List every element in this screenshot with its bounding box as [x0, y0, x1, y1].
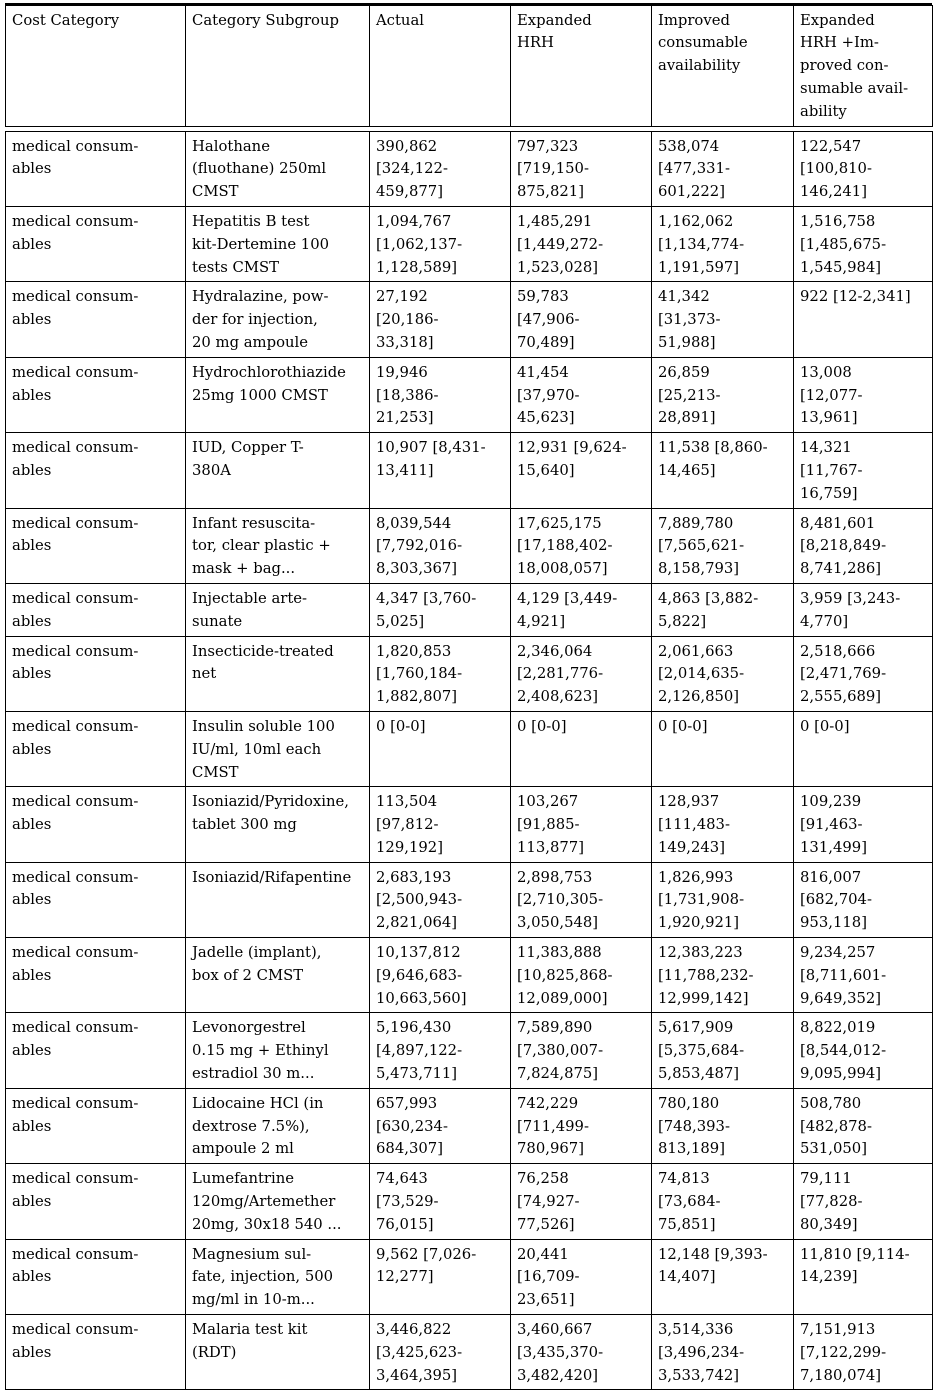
improved-availability-cell: 3,514,336 [3,496,234- 3,533,742]: [652, 1315, 794, 1390]
category-subgroup-cell: Magnesium sul- fate, injection, 500 mg/ml in 10-m...: [186, 1239, 370, 1314]
improved-availability-cell: 1,162,062 [1,134,774- 1,191,597]: [652, 206, 794, 281]
header-expanded-hrh-improved-availability: Expanded HRH +Im- proved con- sumable avail- ability: [794, 5, 933, 126]
category-subgroup-cell: Hydrochlorothiazide 25mg 1000 CMST: [186, 357, 370, 432]
table-row: [6, 1315, 933, 1390]
category-subgroup-cell: Lumefantrine 120mg/Artemether 20mg, 30x18 540 ...: [186, 1164, 370, 1239]
expanded-hrh-improved-cell: 8,481,601 [8,218,849- 8,741,286]: [794, 508, 933, 583]
improved-availability-cell: 12,383,223 [11,788,232- 12,999,142]: [652, 938, 794, 1013]
actual-cell: 5,196,430 [4,897,122- 5,473,711]: [370, 1013, 511, 1088]
expanded-hrh-cell: 59,783 [47,906- 70,489]: [511, 282, 652, 357]
expanded-hrh-improved-cell: 7,151,913 [7,122,299- 7,180,074]: [794, 1315, 933, 1390]
header-expanded-hrh: Expanded HRH: [511, 5, 652, 126]
table-row: [6, 787, 933, 862]
expanded-hrh-cell: 11,383,888 [10,825,868- 12,089,000]: [511, 938, 652, 1013]
actual-cell: 19,946 [18,386- 21,253]: [370, 357, 511, 432]
improved-availability-cell: 128,937 [111,483- 149,243]: [652, 787, 794, 862]
cost-category-cell: medical consum- ables: [6, 1315, 186, 1390]
table-row: [6, 1088, 933, 1163]
cost-category-cell: medical consum- ables: [6, 206, 186, 281]
header-cost-category: Cost Category: [6, 5, 186, 126]
table-header: [6, 5, 933, 131]
improved-availability-cell: 12,148 [9,393- 14,407]: [652, 1239, 794, 1314]
cost-category-cell: medical consum- ables: [6, 711, 186, 786]
category-subgroup-cell: Halothane (fluothane) 250ml CMST: [186, 131, 370, 206]
expanded-hrh-improved-cell: 122,547 [100,810- 146,241]: [794, 131, 933, 206]
table-row: [6, 636, 933, 711]
table-row: [6, 1239, 933, 1314]
actual-cell: 390,862 [324,122- 459,877]: [370, 131, 511, 206]
expanded-hrh-cell: 103,267 [91,885- 113,877]: [511, 787, 652, 862]
cost-category-cell: medical consum- ables: [6, 636, 186, 711]
improved-availability-cell: 26,859 [25,213- 28,891]: [652, 357, 794, 432]
actual-cell: 113,504 [97,812- 129,192]: [370, 787, 511, 862]
actual-cell: 2,683,193 [2,500,943- 2,821,064]: [370, 862, 511, 937]
improved-availability-cell: 2,061,663 [2,014,635- 2,126,850]: [652, 636, 794, 711]
cost-category-cell: medical consum- ables: [6, 282, 186, 357]
improved-availability-cell: 538,074 [477,331- 601,222]: [652, 131, 794, 206]
expanded-hrh-improved-cell: 79,111 [77,828- 80,349]: [794, 1164, 933, 1239]
header-row: [6, 5, 933, 126]
category-subgroup-cell: Jadelle (implant), box of 2 CMST: [186, 938, 370, 1013]
improved-availability-cell: 74,813 [73,684- 75,851]: [652, 1164, 794, 1239]
improved-availability-cell: 41,342 [31,373- 51,988]: [652, 282, 794, 357]
expanded-hrh-cell: 797,323 [719,150- 875,821]: [511, 131, 652, 206]
cost-category-cell: medical consum- ables: [6, 1164, 186, 1239]
table-row: [6, 282, 933, 357]
cost-category-cell: medical consum- ables: [6, 1013, 186, 1088]
expanded-hrh-cell: 1,485,291 [1,449,272- 1,523,028]: [511, 206, 652, 281]
expanded-hrh-cell: 76,258 [74,927- 77,526]: [511, 1164, 652, 1239]
category-subgroup-cell: Insulin soluble 100 IU/ml, 10ml each CMST: [186, 711, 370, 786]
actual-cell: 27,192 [20,186- 33,318]: [370, 282, 511, 357]
header-improved-consumable-availability: Improved consumable availability: [652, 5, 794, 126]
actual-cell: 8,039,544 [7,792,016- 8,303,367]: [370, 508, 511, 583]
cost-category-cell: medical consum- ables: [6, 1088, 186, 1163]
cost-category-cell: medical consum- ables: [6, 131, 186, 206]
actual-cell: 0 [0-0]: [370, 711, 511, 786]
expanded-hrh-improved-cell: 508,780 [482,878- 531,050]: [794, 1088, 933, 1163]
cost-category-cell: medical consum- ables: [6, 787, 186, 862]
expanded-hrh-cell: 12,931 [9,624- 15,640]: [511, 433, 652, 508]
expanded-hrh-cell: 742,229 [711,499- 780,967]: [511, 1088, 652, 1163]
cost-category-cell: medical consum- ables: [6, 357, 186, 432]
category-subgroup-cell: Lidocaine HCl (in dextrose 7.5%), ampoule 2 ml: [186, 1088, 370, 1163]
expanded-hrh-improved-cell: 3,959 [3,243- 4,770]: [794, 583, 933, 636]
category-subgroup-cell: Hydralazine, pow- der for injection, 20 mg ampoule: [186, 282, 370, 357]
expanded-hrh-cell: 4,129 [3,449- 4,921]: [511, 583, 652, 636]
table-row: [6, 711, 933, 786]
actual-cell: 10,907 [8,431- 13,411]: [370, 433, 511, 508]
cost-category-cell: medical consum- ables: [6, 862, 186, 937]
actual-cell: 1,094,767 [1,062,137- 1,128,589]: [370, 206, 511, 281]
table-row: [6, 508, 933, 583]
improved-availability-cell: 0 [0-0]: [652, 711, 794, 786]
actual-cell: 657,993 [630,234- 684,307]: [370, 1088, 511, 1163]
cost-category-cell: medical consum- ables: [6, 433, 186, 508]
actual-cell: 74,643 [73,529- 76,015]: [370, 1164, 511, 1239]
table-row: [6, 131, 933, 206]
table-row: [6, 1164, 933, 1239]
category-subgroup-cell: Malaria test kit (RDT): [186, 1315, 370, 1390]
category-subgroup-cell: Infant resuscita- tor, clear plastic + mask + bag...: [186, 508, 370, 583]
cost-category-cell: medical consum- ables: [6, 583, 186, 636]
expanded-hrh-improved-cell: 0 [0-0]: [794, 711, 933, 786]
category-subgroup-cell: IUD, Copper T- 380A: [186, 433, 370, 508]
expanded-hrh-improved-cell: 9,234,257 [8,711,601- 9,649,352]: [794, 938, 933, 1013]
expanded-hrh-improved-cell: 109,239 [91,463- 131,499]: [794, 787, 933, 862]
header-category-subgroup: Category Subgroup: [186, 5, 370, 126]
table-row: [6, 433, 933, 508]
category-subgroup-cell: Hepatitis B test kit-Dertemine 100 tests CMST: [186, 206, 370, 281]
category-subgroup-cell: Insecticide-treated net: [186, 636, 370, 711]
table-row: [6, 206, 933, 281]
improved-availability-cell: 780,180 [748,393- 813,189]: [652, 1088, 794, 1163]
table-row: [6, 583, 933, 636]
actual-cell: 9,562 [7,026- 12,277]: [370, 1239, 511, 1314]
category-subgroup-cell: Levonorgestrel 0.15 mg + Ethinyl estradiol 30 m...: [186, 1013, 370, 1088]
cost-category-cell: medical consum- ables: [6, 938, 186, 1013]
expanded-hrh-improved-cell: 13,008 [12,077- 13,961]: [794, 357, 933, 432]
actual-cell: 10,137,812 [9,646,683- 10,663,560]: [370, 938, 511, 1013]
actual-cell: 4,347 [3,760- 5,025]: [370, 583, 511, 636]
table-row: [6, 938, 933, 1013]
category-subgroup-cell: Isoniazid/Rifapentine: [186, 862, 370, 937]
expanded-hrh-improved-cell: 1,516,758 [1,485,675- 1,545,984]: [794, 206, 933, 281]
cost-category-cell: medical consum- ables: [6, 508, 186, 583]
actual-cell: 1,820,853 [1,760,184- 1,882,807]: [370, 636, 511, 711]
improved-availability-cell: 11,538 [8,860- 14,465]: [652, 433, 794, 508]
expanded-hrh-improved-cell: 8,822,019 [8,544,012- 9,095,994]: [794, 1013, 933, 1088]
category-subgroup-cell: Injectable arte- sunate: [186, 583, 370, 636]
table-row: [6, 862, 933, 937]
cost-table-container: [5, 3, 932, 1390]
expanded-hrh-cell: 41,454 [37,970- 45,623]: [511, 357, 652, 432]
improved-availability-cell: 7,889,780 [7,565,621- 8,158,793]: [652, 508, 794, 583]
table-row: [6, 357, 933, 432]
category-subgroup-cell: Isoniazid/Pyridoxine, tablet 300 mg: [186, 787, 370, 862]
cost-category-cell: medical consum- ables: [6, 1239, 186, 1314]
expanded-hrh-cell: 17,625,175 [17,188,402- 18,008,057]: [511, 508, 652, 583]
improved-availability-cell: 5,617,909 [5,375,684- 5,853,487]: [652, 1013, 794, 1088]
expanded-hrh-cell: 0 [0-0]: [511, 711, 652, 786]
cost-table: [5, 5, 933, 1390]
expanded-hrh-improved-cell: 922 [12-2,341]: [794, 282, 933, 357]
improved-availability-cell: 1,826,993 [1,731,908- 1,920,921]: [652, 862, 794, 937]
improved-availability-cell: 4,863 [3,882- 5,822]: [652, 583, 794, 636]
expanded-hrh-improved-cell: 14,321 [11,767- 16,759]: [794, 433, 933, 508]
table-row: [6, 1013, 933, 1088]
expanded-hrh-cell: 20,441 [16,709- 23,651]: [511, 1239, 652, 1314]
expanded-hrh-improved-cell: 2,518,666 [2,471,769- 2,555,689]: [794, 636, 933, 711]
header-actual: Actual: [370, 5, 511, 126]
expanded-hrh-improved-cell: 816,007 [682,704- 953,118]: [794, 862, 933, 937]
expanded-hrh-cell: 7,589,890 [7,380,007- 7,824,875]: [511, 1013, 652, 1088]
expanded-hrh-improved-cell: 11,810 [9,114- 14,239]: [794, 1239, 933, 1314]
table-body: [6, 131, 933, 1390]
expanded-hrh-cell: 2,346,064 [2,281,776- 2,408,623]: [511, 636, 652, 711]
expanded-hrh-cell: 2,898,753 [2,710,305- 3,050,548]: [511, 862, 652, 937]
expanded-hrh-cell: 3,460,667 [3,435,370- 3,482,420]: [511, 1315, 652, 1390]
actual-cell: 3,446,822 [3,425,623- 3,464,395]: [370, 1315, 511, 1390]
